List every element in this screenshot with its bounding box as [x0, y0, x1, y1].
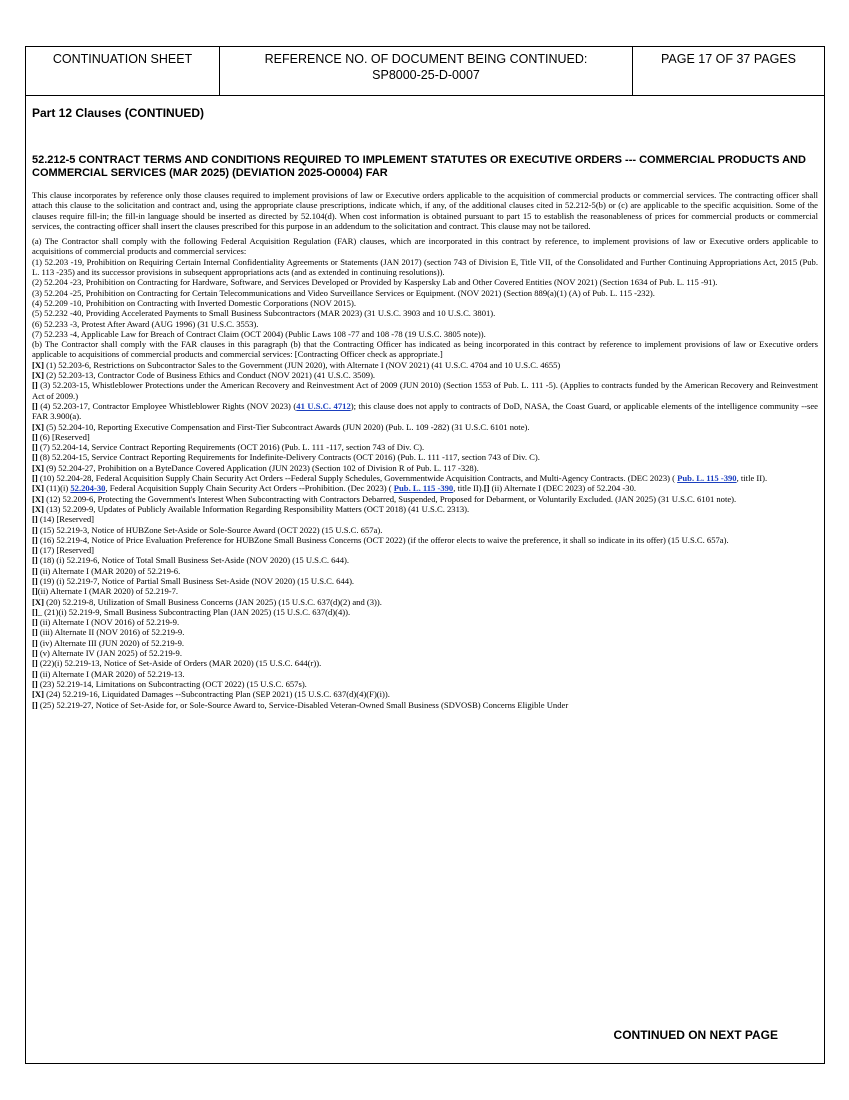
check-marker: []	[32, 668, 38, 679]
clause-text: , title II).	[736, 473, 768, 484]
clause-line	[32, 329, 818, 339]
clause-line	[32, 319, 818, 329]
clause-line	[32, 576, 818, 586]
clause-text: (2) 52.204 -23, Prohibition on Contracting for Hardware, Software, and Services Developed or Provided by Kaspersky Lab and Other Covered Entities (NOV 2021) (Section 1634 of Pub. L. 115 -91).	[32, 277, 718, 288]
clause-line	[32, 494, 818, 504]
clause-line	[32, 504, 818, 514]
clause-text: (b) The Contractor shall comply with the FAR clauses in this paragraph (b) that the Contracting Officer has indicated as being incorporated in this contract by reference to implement provisions of law or Executive orders applicable to acquisitions of commercial products and commercial services: [Contracting Officer check as appropriate.]	[32, 339, 818, 360]
check-marker: []	[32, 627, 38, 638]
clause-line	[32, 545, 818, 555]
clause-line	[32, 514, 818, 524]
clause-text: (2) 52.203-13, Contractor Code of Business Ethics and Conduct (NOV 2021) (41 U.S.C. 3509).	[43, 370, 376, 381]
check-marker: []	[32, 524, 38, 535]
clause-text: (17) [Reserved]	[37, 545, 95, 556]
clause-text: (15) 52.219-3, Notice of HUBZone Set-Aside or Sole-Source Award (OCT 2022) (15 U.S.C. 657a).	[37, 524, 383, 535]
check-marker: []	[32, 637, 38, 648]
check-marker: []	[32, 617, 38, 628]
clause-text: (25) 52.219-27, Notice of Set-Aside for, or Sole-Source Award to, Service-Disabled Veteran-Owned Small Business (SDVOSB) Concerns Eligible Under	[37, 699, 569, 710]
clause-line	[32, 401, 818, 422]
clause-text: _ (21)(i) 52.219-9, Small Business Subcontracting Plan (JAN 2025) (15 U.S.C. 637(d)(4)).	[37, 606, 351, 617]
clause-line	[32, 473, 818, 483]
clause-text: (20) 52.219-8, Utilization of Small Business Concerns (JAN 2025) (15 U.S.C. 637(d)(2) and (3)).	[43, 596, 382, 607]
clause-text: (ii) Alternate I (MAR 2020) of 52.219-13.	[37, 668, 185, 679]
clause-text: (3) 52.203-15, Whistleblower Protections under the American Recovery and Reinvestment Act of 2009 (JUN 2010) (Section 1553 of Pub. L. 111 -5). (Applies to contracts funded by the American Recovery and Reinvestment Act of 2009.)	[32, 380, 818, 401]
check-marker: []	[32, 699, 38, 710]
header-reference	[220, 47, 633, 95]
clause-line	[32, 308, 818, 318]
clause-text: (23) 52.219-14, Limitations on Subcontracting (OCT 2022) (15 U.S.C. 657s).	[37, 678, 307, 689]
clause-text: (24) 52.219-16, Liquidated Damages --Subcontracting Plan (SEP 2021) (15 U.S.C. 637(d)(4)(F)(i)).	[43, 689, 390, 700]
clause-text: , title II).	[453, 483, 484, 494]
clause-text: (12) 52.209-6, Protecting the Government's Interest When Subcontracting with Contractors Debarred, Suspended, Proposed for Debarment, or Voluntarily Excluded. (JAN 2025) (31 U.S.C. 6101 note).	[43, 493, 737, 504]
clause-line	[32, 648, 818, 658]
clause-text: (11)(i)	[43, 483, 71, 494]
clause-line	[32, 617, 818, 627]
clause-text: (7) 52.204-14, Service Contract Reporting Requirements (OCT 2016) (Pub. L. 111 -117, section 743 of Div. C).	[37, 442, 425, 453]
clause-text: (5) 52.204-10, Reporting Executive Compensation and First-Tier Subcontract Awards (JUN 2020) (Pub. L. 109 -282) (31 U.S.C. 6101 note).	[43, 421, 530, 432]
continuation-sheet	[25, 46, 825, 1064]
check-marker: [X]	[32, 359, 44, 370]
clause-text: (7) 52.233 -4, Applicable Law for Breach of Contract Claim (OCT 2004) (Public Laws 108 -77 and 108 -78 (19 U.S.C. 3805 note)).	[32, 328, 486, 339]
clause-line	[32, 288, 818, 298]
clause-line	[32, 452, 818, 462]
clause-intro: This clause incorporates by reference only those clauses required to implement provisions of law or Executive orders applicable to the acquisition of commercial products or commercial services. The contracting officer shall attach this clause to the solicitation and contract and, using the appropriate clause prescriptions, indicate which, if any, of the additional clauses cited in 52.212-5(b) or (c) are applicable to the specific acquisition. Some of the clauses require fill-in; the fill-in language should be inserted as directed by 52.104(d). When cost information is obtained pursuant to part 15 to establish the reasonableness of prices for commercial products or commercial services, the contracting officer shall insert the clauses prescribed for this purpose in an addendum to the solicitation and contract. This clause may not be tailored.	[32, 190, 818, 231]
check-marker: []	[483, 483, 490, 494]
clause-line	[32, 298, 818, 308]
clause-line	[32, 463, 818, 473]
check-marker: []	[32, 586, 38, 597]
header-page-count	[633, 47, 824, 95]
clause-line	[32, 597, 818, 607]
clause-line	[32, 236, 818, 257]
clause-text: (9) 52.204-27, Prohibition on a ByteDance Covered Application (JUN 2023) (Section 102 of Division R of Pub. L. 117 -328).	[43, 462, 479, 473]
clause-line	[32, 483, 818, 493]
clause-text: (ii) Alternate I (NOV 2016) of 52.219-9.	[37, 617, 180, 628]
clause-text: (6) 52.233 -3, Protest After Award (AUG 1996) (31 U.S.C. 3553).	[32, 318, 259, 329]
check-marker: [X]	[32, 370, 44, 381]
clause-line	[32, 555, 818, 565]
check-marker: []	[32, 565, 38, 576]
check-marker: []	[32, 431, 38, 442]
clause-line	[32, 669, 818, 679]
clause-line	[32, 586, 818, 596]
clause-text: (iii) Alternate II (NOV 2016) of 52.219-9.	[37, 627, 185, 638]
clause-text: (1) 52.203 -19, Prohibition on Requiring Certain Internal Confidentiality Agreements or Statements (JAN 2017) (section 743 of Division E, Title VII, of the Consolidated and Further Continuing Appropriations Act, 2015 (Pub. L. 113 -235) and its successor provisions in subsequent appropriations acts (and as extended in continuing resolutions)).	[32, 256, 818, 278]
citation-link[interactable]: 41 U.S.C. 4712	[296, 400, 351, 411]
check-marker: []	[32, 648, 38, 659]
clause-line	[32, 442, 818, 452]
citation-link[interactable]: Pub. L. 115 -390	[393, 483, 454, 494]
clause-text: ); this clause does not apply to contracts of DoD, NASA, the Coast Guard, or applicable elements of the intelligence community --see FAR 3.900(a).	[32, 400, 818, 422]
check-marker: [X]	[32, 596, 44, 607]
clause-line	[32, 627, 818, 637]
clause-items	[32, 236, 818, 710]
reference-number: SP8000-25-D-0007	[372, 68, 480, 82]
check-marker: []	[32, 678, 38, 689]
clause-text: (iv) Alternate III (JUN 2020) of 52.219-9.	[37, 637, 185, 648]
clause-text: (ii) Alternate I (MAR 2020) of 52.219-7.	[37, 586, 179, 597]
sheet-title: CONTINUATION SHEET	[52, 52, 193, 66]
clause-line	[32, 360, 818, 370]
clause-text: (3) 52.204 -25, Prohibition on Contracting for Certain Telecommunications and Video Surveillance Services or Equipment. (NOV 2021) (Section 889(a)(1) (A) of Pub. L. 115 -232).	[32, 287, 655, 298]
header-sheet-label	[26, 47, 220, 95]
clause-line	[32, 525, 818, 535]
clause-text: (22)(i) 52.219-13, Notice of Set-Aside of Orders (MAR 2020) (15 U.S.C. 644(r)).	[37, 658, 322, 669]
clause-text: (a) The Contractor shall comply with the following Federal Acquisition Regulation (FAR) clauses, which are incorporated in this contract by reference, to implement provisions of law or Executive orders applicable to acquisitions of commercial products and commercial services:	[32, 236, 818, 257]
check-marker: []	[32, 606, 38, 617]
header-table	[26, 47, 824, 96]
document-body	[26, 106, 824, 710]
page-number: PAGE 17 OF 37 PAGES	[660, 52, 796, 66]
clause-line	[32, 679, 818, 689]
check-marker: []	[32, 400, 38, 411]
check-marker: []	[32, 442, 38, 453]
clause-text: (5) 52.232 -40, Providing Accelerated Payments to Small Business Subcontractors (MAR 2023) (31 U.S.C. 3903 and 10 U.S.C. 3801).	[32, 308, 496, 319]
clause-line	[32, 432, 818, 442]
check-marker: []	[32, 380, 38, 391]
check-marker: [X]	[32, 462, 44, 473]
clause-line	[32, 277, 818, 287]
citation-link[interactable]: 52.204-30	[70, 483, 106, 494]
clause-text: (6) [Reserved]	[37, 431, 90, 442]
continued-footer: CONTINUED ON NEXT PAGE	[613, 1028, 778, 1042]
clause-text: (16) 52.219-4, Notice of Price Evaluation Preference for HUBZone Small Business Concerns (OCT 2022) (if the offeror elects to waive the preference, it shall so indicate in its offer) (15 U.S.C. 657a).	[37, 534, 729, 545]
check-marker: []	[32, 555, 38, 566]
check-marker: []	[32, 473, 38, 484]
clause-line	[32, 607, 818, 617]
clause-line	[32, 658, 818, 668]
clause-line	[32, 339, 818, 360]
clause-title: 52.212-5 CONTRACT TERMS AND CONDITIONS REQUIRED TO IMPLEMENT STATUTES OR EXECUTIVE ORDERS --- COMMERCIAL PRODUCTS AND COMMERCIAL SERVICES (MAR 2025) (DEVIATION 2025-O0004) FAR	[32, 154, 806, 179]
clause-text: (4) 52.209 -10, Prohibition on Contracting with Inverted Domestic Corporations (NOV 2015).	[32, 297, 356, 308]
clause-line	[32, 566, 818, 576]
check-marker: [X]	[32, 493, 44, 504]
clause-text: (4) 52.203-17, Contractor Employee Whistleblower Rights (NOV 2023) (	[37, 400, 297, 411]
clause-line	[32, 380, 818, 401]
check-marker: [X]	[32, 503, 44, 514]
reference-label: REFERENCE NO. OF DOCUMENT BEING CONTINUED:	[264, 52, 588, 66]
clause-text: (18) (i) 52.219-6, Notice of Total Small Business Set-Aside (NOV 2020) (15 U.S.C. 644).	[37, 555, 350, 566]
check-marker: [X]	[32, 689, 44, 700]
clause-text: (8) 52.204-15, Service Contract Reporting Requirements for Indefinite-Delivery Contracts (OCT 2016) (Pub. L. 111 -117, section 743 of Div. C).	[37, 452, 540, 463]
clause-line	[32, 422, 818, 432]
check-marker: []	[32, 575, 38, 586]
clause-text: (1) 52.203-6, Restrictions on Subcontractor Sales to the Government (JUN 2020), with Alternate I (NOV 2021) (41 U.S.C. 4704 and 10 U.S.C. 4655)	[43, 359, 561, 370]
check-marker: [X]	[32, 483, 44, 494]
clause-text: (13) 52.209-9, Updates of Publicly Available Information Regarding Responsibility Matters (OCT 2018) (41 U.S.C. 2313).	[43, 503, 470, 514]
clause-line	[32, 638, 818, 648]
check-marker: []	[32, 545, 38, 556]
clause-line	[32, 689, 818, 699]
clause-text: (ii) Alternate I (MAR 2020) of 52.219-6.	[37, 565, 181, 576]
clause-text: (10) 52.204-28, Federal Acquisition Supply Chain Security Act Orders --Federal Supply Schedules, Governmentwide Acquisition Contracts, and Multi-Agency Contracts. (DEC 2023) (	[37, 473, 678, 484]
check-marker: [X]	[32, 421, 44, 432]
clause-text: (19) (i) 52.219-7, Notice of Partial Small Business Set-Aside (NOV 2020) (15 U.S.C. 644).	[37, 575, 355, 586]
clause-text: (v) Alternate IV (JAN 2025) of 52.219-9.	[37, 648, 182, 659]
clause-line	[32, 257, 818, 278]
clause-text: (ii) Alternate I (DEC 2023) of 52.204 -30.	[489, 483, 637, 494]
check-marker: []	[32, 514, 38, 525]
clause-line	[32, 370, 818, 380]
section-title: Part 12 Clauses (CONTINUED)	[32, 106, 205, 120]
clause-line	[32, 535, 818, 545]
check-marker: []	[32, 534, 38, 545]
check-marker: []	[32, 452, 38, 463]
check-marker: []	[32, 658, 38, 669]
clause-text: (14) [Reserved]	[37, 514, 95, 525]
clause-line	[32, 700, 818, 710]
citation-link[interactable]: Pub. L. 115 -390	[677, 473, 737, 484]
clause-text: , Federal Acquisition Supply Chain Security Act Orders --Prohibition. (Dec 2023) (	[105, 483, 394, 494]
